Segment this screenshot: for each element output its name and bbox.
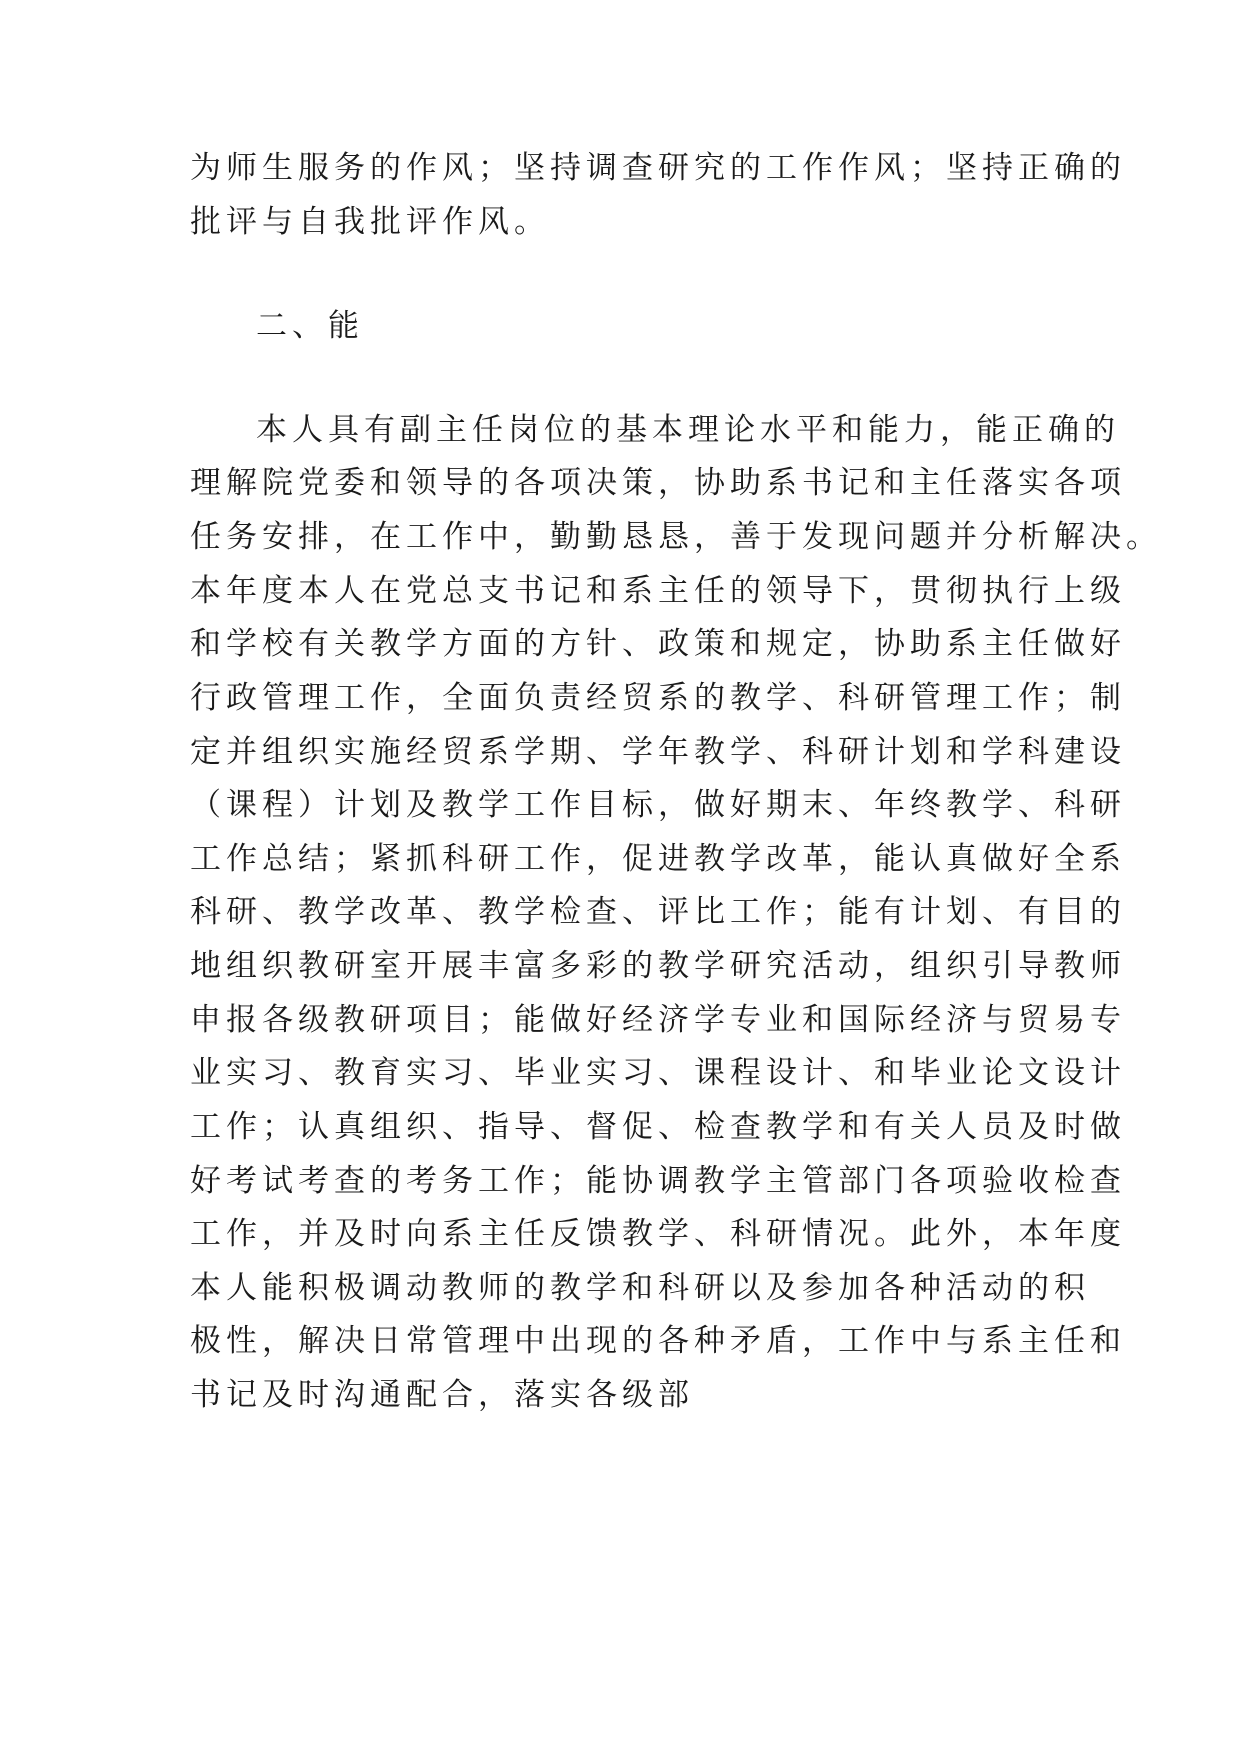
text-line: 申报各级教研项目；能做好经济学专业和国际经济与贸易专 (190, 1002, 1126, 1038)
text-line: 业实习、教育实习、毕业实习、课程设计、和毕业论文设计 (190, 1055, 1126, 1091)
text-line: 本人能积极调动教师的教学和科研以及参加各种活动的积 (190, 1270, 1090, 1306)
text-line: 书记及时沟通配合，落实各级部 (190, 1377, 694, 1413)
text-line: 工作，并及时向系主任反馈教学、科研情况。此外，本年度 (190, 1216, 1126, 1252)
text-line: 定并组织实施经贸系学期、学年教学、科研计划和学科建设 (190, 734, 1126, 770)
text-line: 极性，解决日常管理中出现的各种矛盾，工作中与系主任和 (190, 1323, 1126, 1359)
text-line: 科研、教学改革、教学检查、评比工作；能有计划、有目的 (190, 894, 1126, 930)
section-heading: 二、能 (256, 308, 364, 344)
text-line: 为师生服务的作风；坚持调查研究的工作作风；坚持正确的 (190, 150, 1126, 186)
text-line: 工作；认真组织、指导、督促、检查教学和有关人员及时做 (190, 1109, 1126, 1145)
text-line: 好考试考查的考务工作；能协调教学主管部门各项验收检查 (190, 1163, 1126, 1199)
text-line: 本人具有副主任岗位的基本理论水平和能力，能正确的 (256, 412, 1120, 448)
text-line: 任务安排，在工作中，勤勤恳恳，善于发现问题并分析解决。 (190, 519, 1162, 555)
text-line: 理解院党委和领导的各项决策，协助系书记和主任落实各项 (190, 465, 1126, 501)
text-line: （课程）计划及教学工作目标，做好期末、年终教学、科研 (190, 787, 1126, 823)
text-line: 行政管理工作，全面负责经贸系的教学、科研管理工作；制 (190, 680, 1126, 716)
text-line: 批评与自我批评作风。 (190, 204, 550, 240)
text-line: 工作总结；紧抓科研工作，促进教学改革，能认真做好全系 (190, 841, 1126, 877)
text-line: 地组织教研室开展丰富多彩的教学研究活动，组织引导教师 (190, 948, 1126, 984)
text-line: 和学校有关教学方面的方针、政策和规定，协助系主任做好 (190, 626, 1126, 662)
text-line: 本年度本人在党总支书记和系主任的领导下，贯彻执行上级 (190, 573, 1126, 609)
